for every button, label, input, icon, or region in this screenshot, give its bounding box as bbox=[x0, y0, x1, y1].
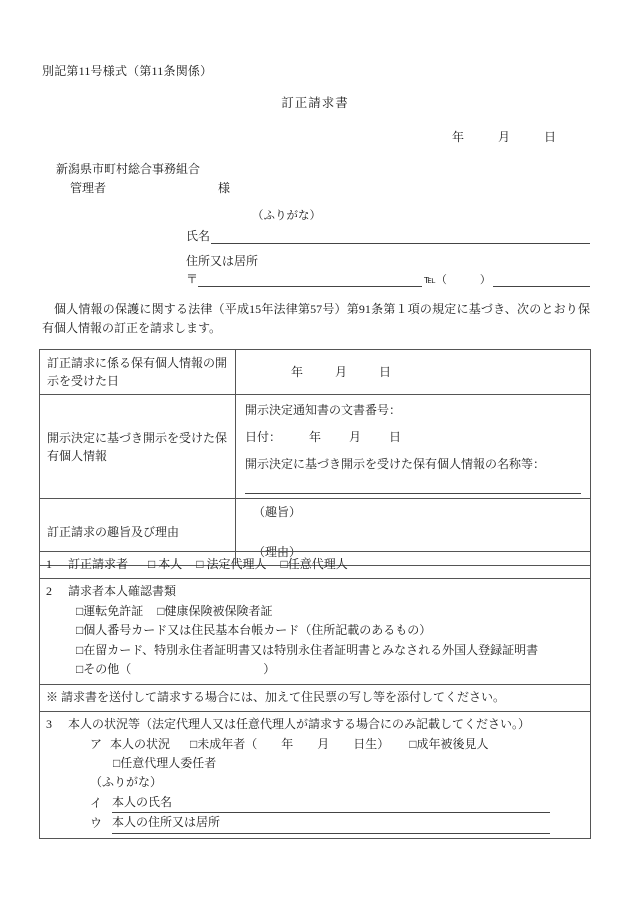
notice-document-number-label: 開示決定通知書の文書番号： bbox=[245, 403, 402, 417]
addressee-honorific: 様 bbox=[218, 181, 231, 195]
addressee-organization: 新潟県市町村総合事務組合 bbox=[56, 162, 201, 176]
table-row bbox=[40, 712, 591, 839]
checkbox-voluntary-representative[interactable]: □任意代理人 bbox=[280, 557, 348, 571]
checkbox-other-document[interactable]: □その他（ ） bbox=[76, 662, 276, 677]
checkbox-residence-card[interactable]: □在留カード、特別永住者証明書又は特別永住者証明書とみなされる外国人登録証明書 bbox=[76, 642, 539, 657]
date-day: 日 bbox=[543, 130, 556, 144]
sub-u-tag: ウ bbox=[90, 816, 103, 831]
disclosure-date-month: 月 bbox=[335, 365, 348, 379]
date-month: 月 bbox=[497, 130, 510, 144]
checkbox-voluntary-delegator[interactable]: □任意代理人委任者 bbox=[113, 755, 217, 770]
sub-a-tag: ア bbox=[90, 736, 103, 751]
applicant-address-input[interactable] bbox=[198, 272, 422, 287]
item-3-furigana-row bbox=[46, 773, 584, 792]
checkbox-adult-ward[interactable]: □成年被後見人 bbox=[409, 736, 489, 751]
sub-a-label: 本人の状況 bbox=[110, 736, 171, 751]
table-row bbox=[40, 579, 591, 684]
notice-date-prefix: 日付： bbox=[245, 430, 282, 444]
applicant-checklist-table bbox=[39, 551, 591, 839]
checkbox-health-insurance-card[interactable]: □健康保険被保険者証 bbox=[157, 603, 273, 618]
checklist-item-1 bbox=[40, 552, 591, 579]
table-row bbox=[40, 395, 591, 499]
applicant-furigana-label: （ふりがな） bbox=[252, 210, 321, 222]
disclosure-date-year: 年 bbox=[291, 365, 304, 379]
notice-date-month: 月 bbox=[349, 430, 362, 444]
item-3-number: 3 bbox=[46, 717, 52, 732]
telephone-label: ℡（ ） bbox=[424, 274, 491, 286]
item-3-title: 本人の状況等（法定代理人又は任意代理人が請求する場合にのみ記載してください。） bbox=[68, 717, 531, 732]
addressee-role: 管理者 bbox=[70, 181, 107, 195]
checkbox-principal[interactable]: □ 本人 bbox=[148, 557, 183, 571]
sub-i-tag: イ bbox=[90, 795, 103, 810]
applicant-address-label: 住所又は居所 bbox=[186, 254, 259, 268]
principal-address-input[interactable] bbox=[220, 818, 550, 834]
document-title: 訂正請求書 bbox=[281, 96, 349, 110]
table-row bbox=[40, 350, 591, 395]
row-value-disclosed-info[interactable] bbox=[236, 395, 591, 499]
sub-u-label: 本人の住所又は居所 bbox=[112, 813, 220, 833]
item-2-title: 請求者本人確認書類 bbox=[68, 584, 177, 599]
disclosed-info-name-input[interactable] bbox=[245, 477, 581, 494]
purpose-label: （趣旨） bbox=[253, 505, 302, 519]
item-3-heading bbox=[46, 715, 584, 734]
row-label-purpose-reason: 訂正請求の趣旨及び理由 bbox=[40, 499, 236, 566]
item-2-number: 2 bbox=[46, 584, 52, 599]
reason-label: （理由） bbox=[253, 545, 302, 559]
item-2-options-line-1 bbox=[46, 602, 584, 621]
notice-date-day: 日 bbox=[389, 430, 402, 444]
item-1-number: 1 bbox=[46, 557, 52, 571]
notice-date-year: 年 bbox=[309, 430, 322, 444]
sub-i-label: 本人の氏名 bbox=[112, 793, 172, 813]
checkbox-minor[interactable]: □未成年者（ 年 月 日生） bbox=[190, 736, 390, 751]
disclosure-date-day: 日 bbox=[379, 365, 392, 379]
applicant-name-row bbox=[186, 227, 590, 244]
checkbox-drivers-license[interactable]: □運転免許証 bbox=[76, 603, 144, 618]
table-row bbox=[40, 552, 591, 579]
principal-name-input[interactable] bbox=[172, 797, 550, 813]
mailing-note: ※ 請求書を送付して請求する場合には、加えて住民票の写し等を添付してください。 bbox=[40, 684, 591, 711]
table-row bbox=[40, 684, 591, 711]
disclosed-info-name-label: 開示決定に基づき開示を受けた保有個人情報の名称等： bbox=[245, 457, 546, 471]
item-3-sub-i bbox=[46, 793, 584, 813]
applicant-telephone-input[interactable] bbox=[493, 272, 590, 287]
row-label-disclosure-date: 訂正請求に係る保有個人情報の開示を受けた日 bbox=[40, 350, 236, 395]
checklist-item-2 bbox=[40, 579, 591, 684]
checklist-item-3 bbox=[40, 712, 591, 839]
item-2-heading bbox=[46, 582, 584, 601]
applicant-name-label: 氏名 bbox=[186, 229, 211, 243]
postal-mark: 〒 bbox=[186, 272, 199, 286]
date-year: 年 bbox=[451, 130, 464, 144]
item-1-title: 訂正請求者 bbox=[68, 557, 129, 571]
item-3-sub-a bbox=[46, 735, 584, 754]
date-line-top bbox=[0, 128, 556, 145]
applicant-address-row bbox=[186, 270, 590, 287]
request-details-table bbox=[39, 349, 591, 566]
row-value-disclosure-date[interactable] bbox=[236, 350, 591, 395]
notice-date-line bbox=[245, 428, 584, 446]
item-3-sub-u bbox=[46, 813, 584, 833]
row-label-disclosed-info: 開示決定に基づき開示を受けた保有個人情報 bbox=[40, 395, 236, 499]
applicant-name-input[interactable] bbox=[211, 230, 590, 244]
checkbox-legal-representative[interactable]: □ 法定代理人 bbox=[196, 557, 267, 571]
legal-basis-paragraph: 個人情報の保護に関する法律（平成15年法律第57号）第91条第１項の規定に基づき、次のとおり保有個人情報の訂正を請求します。 bbox=[42, 302, 590, 335]
principal-furigana-label: （ふりがな） bbox=[90, 775, 163, 790]
checkbox-mynumber-or-juki-card[interactable]: □個人番号カード又は住民基本台帳カード（住所記載のあるもの） bbox=[76, 623, 432, 638]
form-code-label: 別記第11号様式（第11条関係） bbox=[42, 64, 213, 78]
